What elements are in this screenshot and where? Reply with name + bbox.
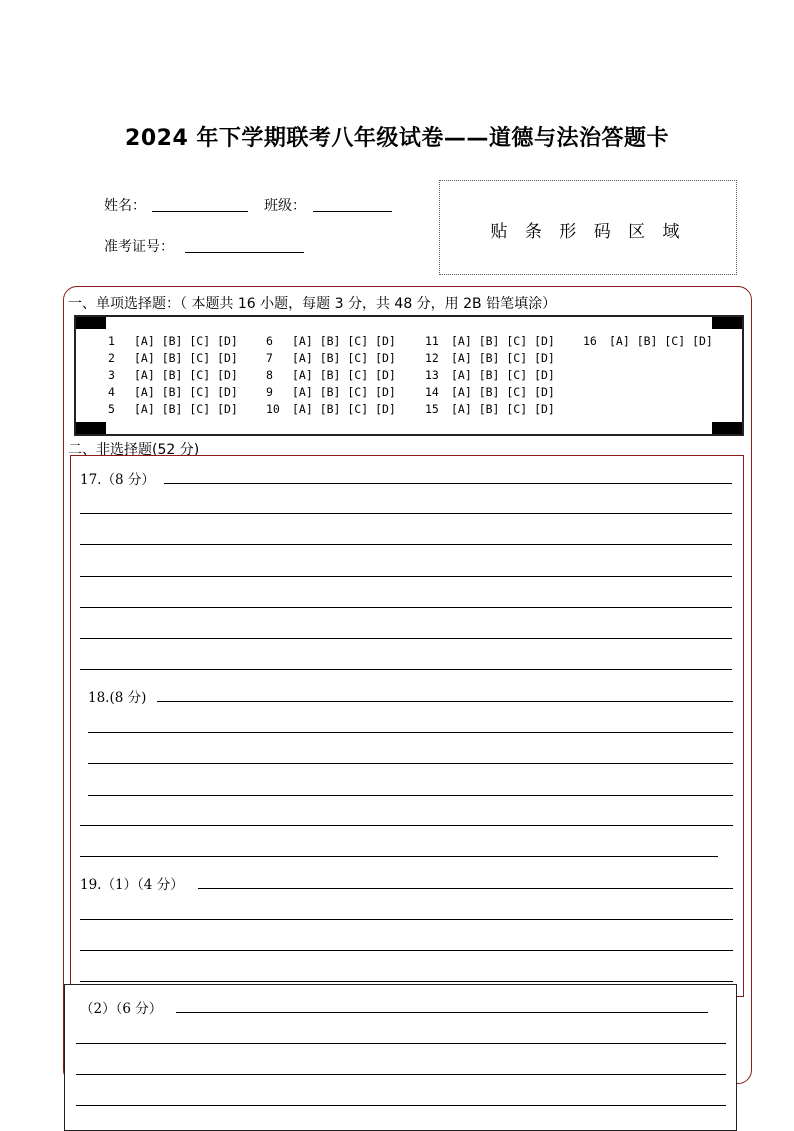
mcq-number: 4 — [108, 385, 115, 399]
mcq-options[interactable]: [A] [B] [C] [D] — [292, 351, 396, 365]
mcq-question[interactable] — [266, 334, 396, 348]
corner-mark — [712, 422, 742, 434]
mcq-number: 7 — [266, 351, 273, 365]
mcq-question[interactable] — [108, 351, 238, 365]
mcq-question[interactable] — [425, 385, 555, 399]
exam-id-label: 准考证号： — [104, 239, 174, 255]
mcq-number: 6 — [266, 334, 273, 348]
answer-line[interactable] — [80, 856, 718, 857]
answer-line[interactable] — [80, 919, 733, 920]
answer-line[interactable] — [88, 795, 733, 796]
mcq-options[interactable]: [A] [B] [C] [D] — [134, 402, 238, 416]
mcq-box — [74, 315, 744, 436]
mcq-number: 15 — [425, 402, 439, 416]
mcq-question[interactable] — [108, 334, 238, 348]
mcq-question[interactable] — [108, 368, 238, 382]
mcq-number: 2 — [108, 351, 115, 365]
mcq-question[interactable] — [266, 368, 396, 382]
mcq-options[interactable]: [A] [B] [C] [D] — [292, 368, 396, 382]
answer-box-2 — [64, 984, 737, 1131]
mcq-question[interactable] — [266, 385, 396, 399]
mcq-number: 5 — [108, 402, 115, 416]
section2-heading: 二、非选择题(52 分) — [68, 442, 200, 458]
mcq-question[interactable] — [425, 402, 555, 416]
answer-line[interactable] — [80, 513, 732, 514]
mcq-options[interactable]: [A] [B] [C] [D] — [134, 351, 238, 365]
mcq-number: 3 — [108, 368, 115, 382]
answer-line[interactable] — [80, 981, 733, 982]
corner-mark — [76, 317, 106, 329]
page-title: 2024 年下学期联考八年级试卷——道德与法治答题卡 — [125, 126, 669, 151]
answer-line[interactable] — [80, 607, 732, 608]
answer-line[interactable] — [76, 1043, 726, 1044]
answer-line[interactable] — [76, 1074, 726, 1075]
question-18: 18.(8 分) — [88, 690, 147, 706]
mcq-options[interactable]: [A] [B] [C] [D] — [134, 334, 238, 348]
answer-line[interactable] — [80, 950, 733, 951]
name-field[interactable] — [152, 211, 248, 212]
mcq-options[interactable]: [A] [B] [C] [D] — [134, 368, 238, 382]
mcq-question[interactable] — [425, 334, 555, 348]
mcq-options[interactable]: [A] [B] [C] [D] — [134, 385, 238, 399]
mcq-question[interactable] — [108, 385, 238, 399]
mcq-question[interactable] — [266, 402, 396, 416]
answer-line[interactable] — [157, 701, 733, 702]
class-field[interactable] — [313, 211, 392, 212]
mcq-number: 14 — [425, 385, 439, 399]
question-19-2: （2）（6 分） — [80, 1001, 163, 1017]
mcq-options[interactable]: [A] [B] [C] [D] — [451, 402, 555, 416]
mcq-number: 11 — [425, 334, 439, 348]
mcq-question[interactable] — [425, 351, 555, 365]
mcq-number: 13 — [425, 368, 439, 382]
answer-line[interactable] — [88, 732, 733, 733]
exam-id-field[interactable] — [185, 252, 304, 253]
question-17: 17.（8 分） — [80, 472, 155, 488]
class-label: 班级： — [264, 198, 306, 214]
mcq-question[interactable] — [583, 334, 713, 348]
mcq-number: 9 — [266, 385, 273, 399]
mcq-question[interactable] — [266, 351, 396, 365]
answer-line[interactable] — [164, 483, 732, 484]
mcq-options[interactable]: [A] [B] [C] [D] — [292, 334, 396, 348]
answer-line[interactable] — [80, 544, 732, 545]
answer-line[interactable] — [80, 576, 732, 577]
mcq-number: 1 — [108, 334, 115, 348]
mcq-number: 16 — [583, 334, 597, 348]
mcq-number: 8 — [266, 368, 273, 382]
barcode-area — [439, 180, 737, 275]
corner-mark — [712, 317, 742, 329]
answer-line[interactable] — [76, 1105, 726, 1106]
section1-heading: 一、单项选择题：（ 本题共 16 小题，每题 3 分，共 48 分，用 2B 铅笔填涂） — [68, 296, 557, 312]
answer-line[interactable] — [80, 669, 732, 670]
mcq-options[interactable]: [A] [B] [C] [D] — [292, 402, 396, 416]
answer-line[interactable] — [88, 763, 733, 764]
mcq-options[interactable]: [A] [B] [C] [D] — [609, 334, 713, 348]
mcq-question[interactable] — [425, 368, 555, 382]
mcq-options[interactable]: [A] [B] [C] [D] — [292, 385, 396, 399]
mcq-options[interactable]: [A] [B] [C] [D] — [451, 368, 555, 382]
answer-box — [70, 455, 744, 997]
name-label: 姓名： — [104, 198, 146, 214]
answer-line[interactable] — [176, 1012, 708, 1013]
question-19-1: 19.（1）（4 分） — [80, 877, 184, 893]
mcq-options[interactable]: [A] [B] [C] [D] — [451, 385, 555, 399]
barcode-label: 贴 条 形 码 区 域 — [490, 222, 686, 242]
mcq-options[interactable]: [A] [B] [C] [D] — [451, 334, 555, 348]
mcq-question[interactable] — [108, 402, 238, 416]
corner-mark — [76, 422, 106, 434]
mcq-number: 10 — [266, 402, 280, 416]
mcq-number: 12 — [425, 351, 439, 365]
answer-line[interactable] — [80, 638, 732, 639]
mcq-options[interactable]: [A] [B] [C] [D] — [451, 351, 555, 365]
answer-line[interactable] — [80, 825, 733, 826]
answer-line[interactable] — [198, 888, 733, 889]
